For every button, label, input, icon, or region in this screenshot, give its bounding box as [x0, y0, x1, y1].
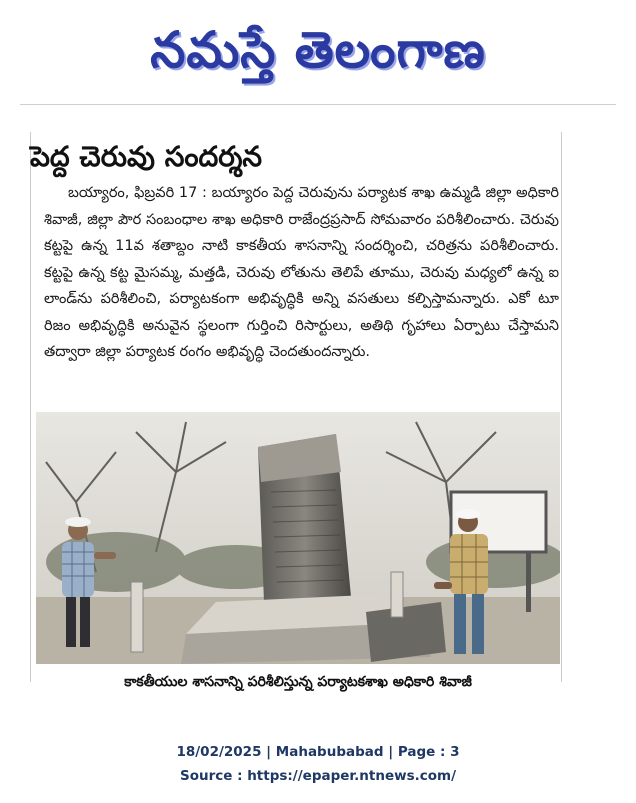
article-headline: పెద్ద చెరువు సందర్శన [30, 140, 263, 173]
masthead [0, 0, 636, 100]
newspaper-logo: నమస్తే తెలంగాణ [150, 20, 486, 79]
edition-info: 18/02/2025 | Mahabubabad | Page : 3 [176, 744, 460, 760]
article-photo [36, 412, 560, 664]
photo-caption: కాకతీయుల శాసనాన్ని పరిశీలిస్తున్న పర్యాటకశాఖ అధికారి శివాజీ [124, 674, 472, 690]
source-link[interactable]: Source : https://epaper.ntnews.com/ [179, 768, 457, 784]
masthead-divider [20, 104, 616, 105]
page-footer [0, 740, 636, 788]
article-body: బయ్యారం, ఫిబ్రవరి 17 : బయ్యారం పెద్ద చెరువును పర్యాటక శాఖ ఉమ్మడి జిల్లా అధికారి శివాజీ, జిల్లా పౌర సంబంధాల శాఖ అధికారి రాజేంద్రప్రసాద్ సోమవారం పరిశీలించారు. చెరువు కట్టపై ఉన్న 11వ శతాబ్దం నాటి కాకతీయ శాసనాన్ని సందర్శించి, చరిత్రను పరిశీలించారు. కట్టపై ఉన్న కట్ట మైసమ్మ, మత్తడి, చెరువు లోతును తెలిపే తూము, చెరువు మధ్యలో ఉన్న ఐ లాండ్‌ను పరిశీలించి, పర్యాటకంగా అభివృద్ధికి అన్ని వసతులు కల్పిస్తామన్నారు. ఎకో టూ రిజం అభివృద్ధికి అనువైన స్థలంగా గుర్తించి రిసార్టులు, అతిథి గృహాలు ఏర్పాటు చేస్తామని తద్వారా జిల్లా పర్యాటక రంగం అభివృద్ధి చెందతుందన్నారు. [44, 185, 559, 360]
inscription-stone-photo [36, 412, 560, 664]
